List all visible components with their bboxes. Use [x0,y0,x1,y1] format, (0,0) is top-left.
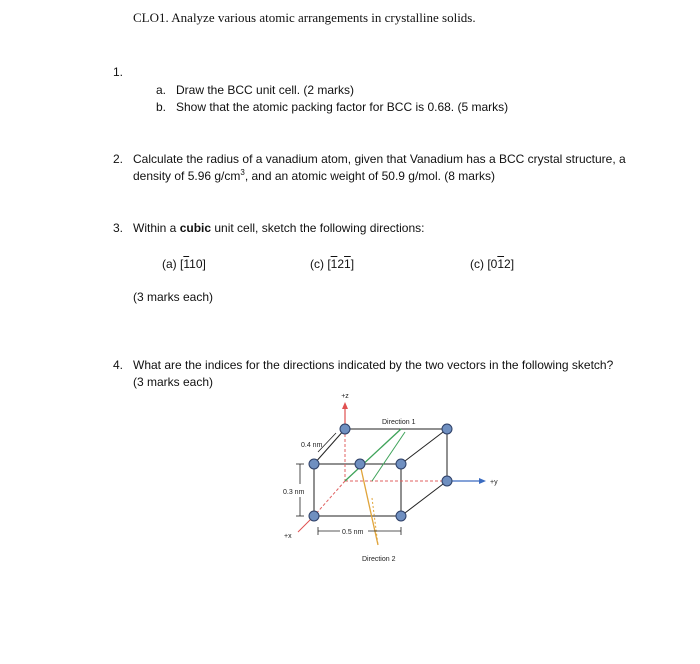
dim-03-label: 0.3 nm [283,489,305,496]
weight-text: , and an atomic weight of 50.9 g/mol. (8 marks) [244,169,495,183]
direction-a [162,256,206,273]
direction-c2 [470,256,514,273]
hidden-edge [314,481,345,516]
question-3-post: unit cell, sketch the following directions: [211,221,425,235]
question-1-number: 1. [113,65,124,79]
question-2-number: 2. [113,152,124,166]
direction-c1-bar-digit-1: 1 [330,257,338,271]
z-axis-label: +z [341,393,349,400]
direction-a-bar-digit: 1 [183,257,190,271]
direction-1-label: Direction 1 [382,419,416,426]
atom [309,511,319,521]
question-1a-text: Draw the BCC unit cell. (2 marks) [176,83,355,97]
y-axis-label: +y [490,479,498,486]
direction-1-guide [372,432,405,481]
direction-c1-bar-digit-2: 1 [344,257,351,271]
direction-c1-mid: 2 [337,257,345,271]
cubic-superscript: 3 [240,168,245,177]
atom [442,424,452,434]
edge [401,481,447,516]
direction-a-label: (a) [ [162,257,184,271]
x-axis-label: +x [284,533,292,540]
unit-cell-figure [270,385,510,575]
cube-edges [314,429,447,516]
atom [340,424,350,434]
atom [309,459,319,469]
section-heading: CLO1. Analyze various atomic arrangements in crystalline solids. [133,10,476,25]
direction-c2-rest: 2 [504,257,511,271]
question-1b-text: Show that the atomic packing factor for BCC is 0.68. (5 marks) [176,100,509,114]
y-axis-arrow-icon [479,478,486,484]
direction-c1-label: (c) [ [310,257,331,271]
atom [396,459,406,469]
edge [401,429,447,464]
question-4-marks: (3 marks each) [133,375,214,389]
z-axis-arrow-icon [342,402,348,409]
question-4-line-1: What are the indices for the directions indicated by the two vectors in the following sketch? [133,358,614,372]
direction-c2-end: ] [510,257,515,271]
question-3-pre: Within a [133,221,180,235]
atom [396,511,406,521]
question-3-number: 3. [113,221,124,235]
question-2-line-1: Calculate the radius of a vanadium atom, given that Vanadium has a BCC crystal structure, a [133,152,626,166]
density-text: density of 5.96 g/cm [133,169,241,183]
question-1b-label: b. [156,100,167,114]
direction-1-vector [345,429,401,481]
question-4-number: 4. [113,358,124,372]
direction-a-rest: 10 [189,257,203,271]
dim-05-label: 0.5 nm [342,529,364,536]
question-3-marks: (3 marks each) [133,290,214,304]
question-3-bold: cubic [179,221,212,235]
atom [442,476,452,486]
dim-04-label: 0.4 nm [301,442,323,449]
question-2-line-2 [133,168,495,185]
direction-c1 [310,256,354,273]
direction-2-label: Direction 2 [362,556,396,563]
atom [355,459,365,469]
direction-a-end: ] [202,257,206,271]
direction-c2-label: (c) [0 [470,257,498,271]
direction-c1-end: ] [350,257,355,271]
question-3-text [133,220,424,237]
question-1a-label: a. [156,83,167,97]
direction-c2-bar-digit: 1 [497,257,505,271]
